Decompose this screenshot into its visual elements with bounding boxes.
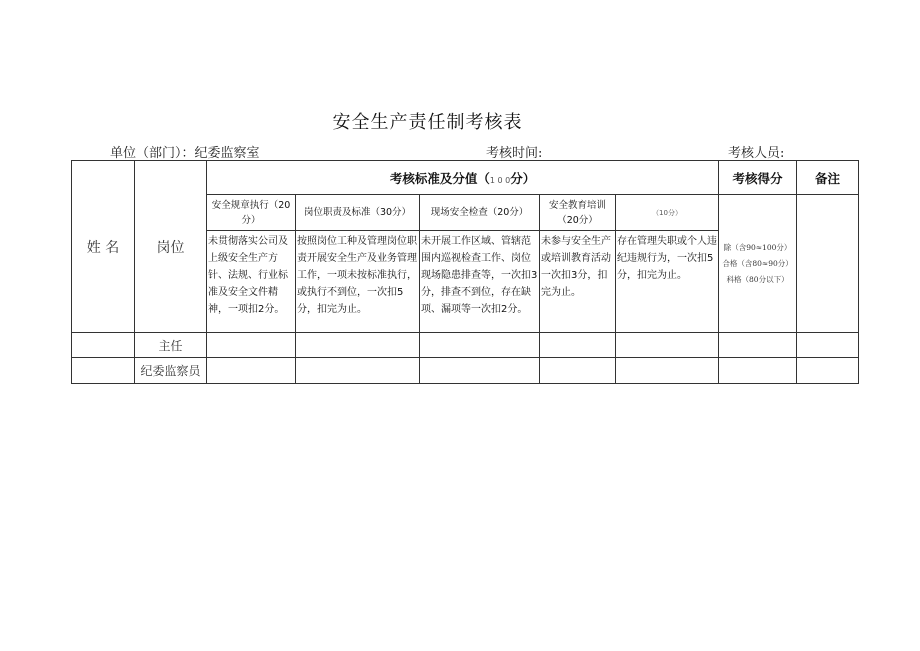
table-row (72, 333, 859, 358)
score-cell[interactable] (540, 333, 616, 358)
standard-header-main: 考核标准及分值（ (389, 170, 490, 186)
grade-excellent: 除（含90≈100分） (723, 242, 792, 252)
criterion-content: 未参与安全生产或培训教育活动一次扣3分，扣完为止。 (540, 231, 616, 333)
criterion-content: 未开展工作区域、管辖范围内巡视检查工作、岗位现场隐患排查等，一次扣3分，排查不到位，存在缺项、漏项等一次扣2分。 (420, 231, 540, 333)
assessor-label: 考核人员: (728, 146, 785, 161)
name-cell[interactable] (72, 358, 135, 384)
score-cell[interactable] (616, 358, 719, 384)
assessment-table (71, 160, 859, 384)
score-cell[interactable] (296, 333, 420, 358)
criterion-content: 按照岗位工种及管理岗位职责开展安全生产及业务管理工作，一项未按标准执行，或执行不到位，一次扣5分，扣完为止。 (296, 231, 420, 333)
criterion-title: 安全规章执行（20分） (207, 195, 296, 231)
position-cell: 主任 (135, 333, 207, 358)
remark-cell (797, 195, 859, 333)
criterion-content: 存在管理失职或个人违纪违规行为，一次扣5分，扣完为止。 (616, 231, 719, 333)
score-header: 考核得分 (719, 161, 797, 195)
total-score-cell[interactable] (719, 358, 797, 384)
score-cell[interactable] (420, 333, 540, 358)
score-cell[interactable] (207, 358, 296, 384)
page-title: 安全生产责任制考核表 (332, 112, 523, 133)
remark-cell[interactable] (797, 333, 859, 358)
score-cell[interactable] (616, 333, 719, 358)
grade-scale (719, 195, 797, 333)
grade-fail: 科格（80分以下） (726, 274, 789, 284)
remark-cell[interactable] (797, 358, 859, 384)
criterion-title-text: （10分） (652, 208, 682, 217)
name-cell[interactable] (72, 333, 135, 358)
name-header: 姓 名 (72, 161, 135, 333)
remark-header: 备注 (797, 161, 859, 195)
position-cell: 纪委监察员 (135, 358, 207, 384)
criterion-title: 现场安全检查（20分） (420, 195, 540, 231)
assessment-time-label: 考核时间: (486, 146, 543, 161)
table-row (72, 358, 859, 384)
unit-label: 单位（部门）：纪委监察室 (110, 146, 260, 161)
position-header: 岗位 (135, 161, 207, 333)
standard-header-points: 1 0 0 (489, 175, 511, 185)
score-cell[interactable] (540, 358, 616, 384)
standard-header (207, 161, 719, 195)
score-cell[interactable] (420, 358, 540, 384)
criterion-title (616, 195, 719, 231)
score-cell[interactable] (207, 333, 296, 358)
score-cell[interactable] (296, 358, 420, 384)
grade-pass: 合格（含80≈90分） (722, 258, 793, 268)
total-score-cell[interactable] (719, 333, 797, 358)
standard-header-tail: 分） (510, 170, 536, 186)
criterion-title: 岗位职责及标准（30分） (296, 195, 420, 231)
criterion-content: 未贯彻落实公司及上级安全生产方针、法规、行业标准及安全文件精神，一项扣2分。 (207, 231, 296, 333)
criterion-title: 安全教育培训（20分） (540, 195, 616, 231)
